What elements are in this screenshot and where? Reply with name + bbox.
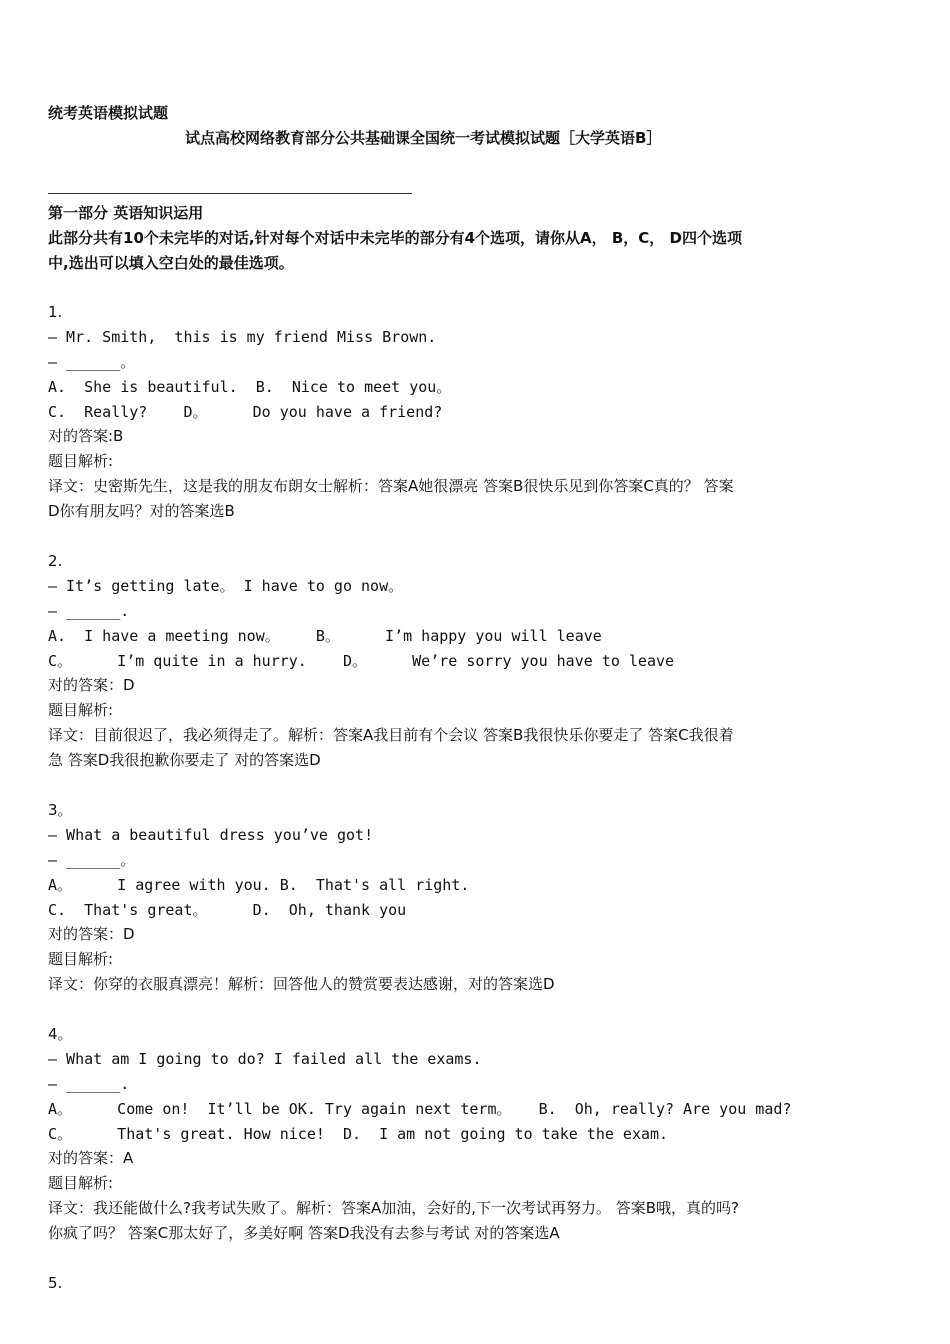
option-line: A. She is beautiful. B. Nice to meet you。: [48, 378, 452, 396]
dialog-blank: — ______。: [48, 353, 136, 371]
question-number: 1.: [48, 303, 63, 321]
option-line: A。 I agree with you. B. That's all right.: [48, 876, 470, 894]
question-number: 2.: [48, 552, 63, 570]
doc-title: 统考英语模拟试题: [48, 104, 169, 122]
translation: 你疯了吗？ 答案C那太好了，多美好啊 答案D我没有去参与考试 对的答案选A: [48, 1224, 560, 1242]
option-line: C. Really? D。 Do you have a friend?: [48, 403, 443, 421]
question-number: 3。: [48, 801, 73, 819]
answer: 对的答案:B: [48, 427, 124, 445]
translation: 急 答案D我很抱歉你要走了 对的答案选D: [48, 751, 321, 769]
section-instruction: 此部分共有10个未完毕的对话,针对每个对话中未完毕的部分有4个选项，请你从A， B，C， D四个选项: [48, 229, 742, 247]
answer: 对的答案：A: [48, 1149, 134, 1167]
translation: D你有朋友吗？对的答案选B: [48, 502, 235, 520]
analysis-label: 题目解析:: [48, 950, 114, 968]
question-number: 5.: [48, 1274, 63, 1292]
section-title: 第一部分 英语知识运用: [48, 204, 204, 222]
option-line: C。 I’m quite in a hurry. D。 We’re sorry you have to leave: [48, 652, 675, 670]
section-instruction: 中,选出可以填入空白处的最佳选项。: [48, 254, 294, 272]
option-line: C. That's great。 D. Oh, thank you: [48, 901, 407, 919]
translation: 译文：你穿的衣服真漂亮！解析：回答他人的赞赏要表达感谢，对的答案选D: [48, 975, 555, 993]
analysis-label: 题目解析:: [48, 452, 114, 470]
question-number: 4。: [48, 1025, 73, 1043]
answer: 对的答案：D: [48, 676, 135, 694]
analysis-label: 题目解析:: [48, 1174, 114, 1192]
answer: 对的答案：D: [48, 925, 135, 943]
divider: [48, 193, 412, 194]
dialog-line: — Mr. Smith, this is my friend Miss Brown.: [48, 328, 437, 346]
dialog-blank: — ______。: [48, 851, 136, 869]
dialog-line: — What am I going to do? I failed all the exams.: [48, 1050, 482, 1068]
dialog-blank: — ______.: [48, 1075, 130, 1093]
translation: 译文：我还能做什么?我考试失败了。解析：答案A加油，会好的,下一次考试再努力。 答案B哦，真的吗?: [48, 1199, 740, 1217]
dialog-blank: — ______.: [48, 602, 130, 620]
translation: 译文：史密斯先生，这是我的朋友布朗女士解析：答案A她很漂亮 答案B很快乐见到你答案C真的？ 答案: [48, 477, 734, 495]
option-line: C。 That's great. How nice! D. I am not going to take the exam.: [48, 1125, 669, 1143]
option-line: A。 Come on! It’ll be OK. Try again next term。 B. Oh, really? Are you mad?: [48, 1100, 792, 1118]
dialog-line: — It’s getting late。 I have to go now。: [48, 577, 404, 595]
option-line: A. I have a meeting now。 B。 I’m happy you will leave: [48, 627, 602, 645]
doc-subtitle: 试点高校网络教育部分公共基础课全国统一考试模拟试题［大学英语B］: [185, 129, 662, 147]
translation: 译文：目前很迟了，我必须得走了。解析：答案A我目前有个会议 答案B我很快乐你要走了 答案C我很着: [48, 726, 734, 744]
dialog-line: — What a beautiful dress you’ve got!: [48, 826, 374, 844]
analysis-label: 题目解析:: [48, 701, 114, 719]
